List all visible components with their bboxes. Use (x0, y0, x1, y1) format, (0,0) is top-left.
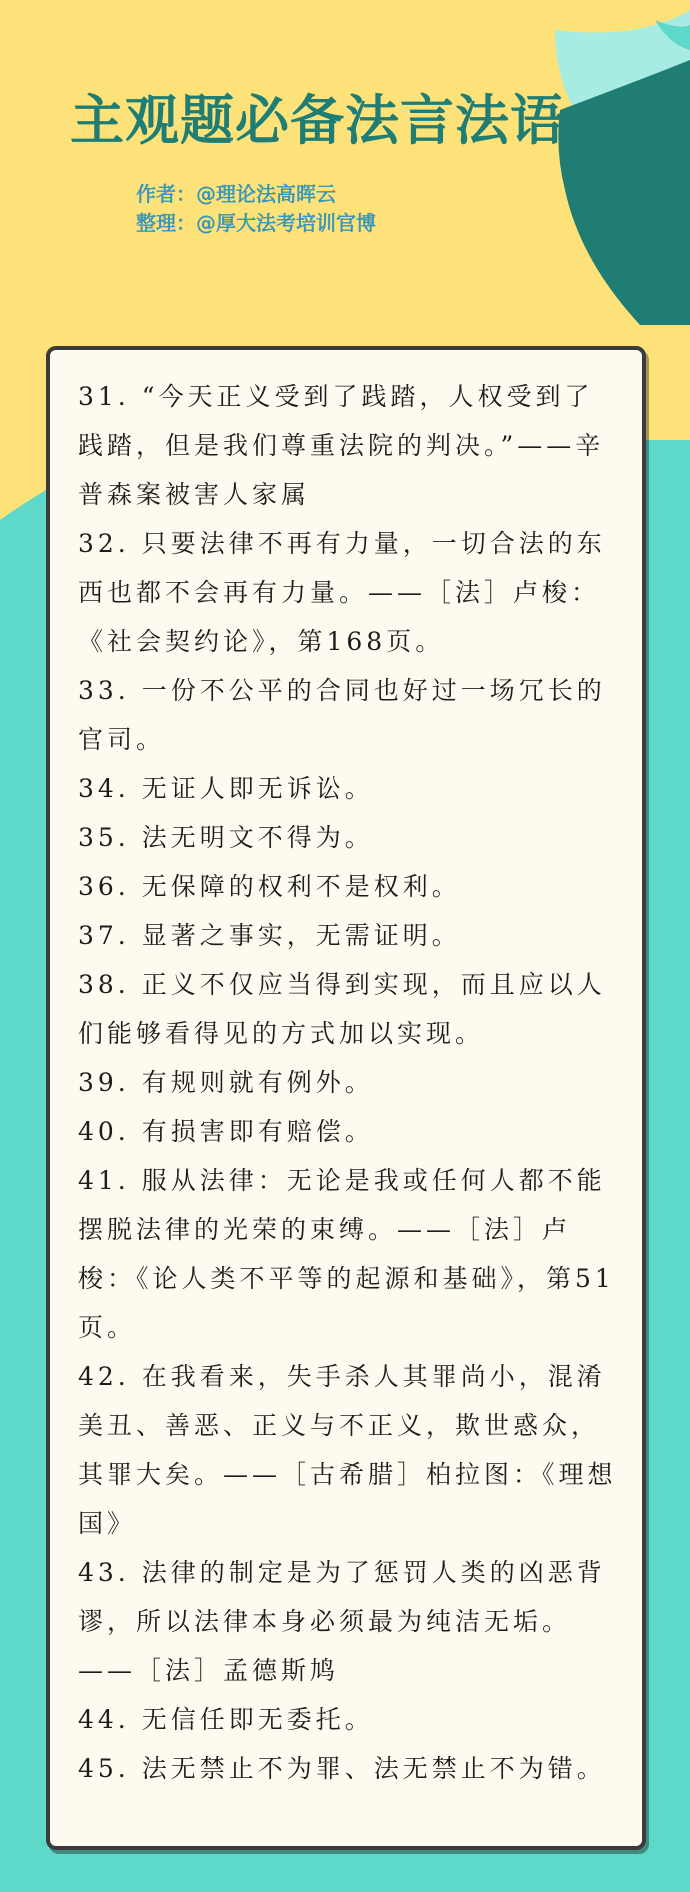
page-title: 主观题必备法言法语 (70, 89, 565, 152)
quote-item-38: 38. 正义不仅应当得到实现，而且应以人们能够看得见的方式加以实现。 (78, 970, 606, 1048)
quote-item-35: 35. 法无明文不得为。 (78, 823, 374, 852)
quote-item-41: 41. 服从法律：无论是我或任何人都不能摆脱法律的光荣的束缚。——［法］卢梭：《论人类不平等的起源和基础》，第51页。 (78, 1166, 615, 1342)
editor-credit: 整理：@厚大法考培训官博 (136, 211, 376, 235)
quote-item-43: 43. 法律的制定是为了惩罚人类的凶恶背谬，所以法律本身必须最为纯洁无垢。——［法］孟德斯鸠 (78, 1558, 606, 1685)
quote-item-44: 44. 无信任即无委托。 (78, 1705, 374, 1734)
quote-item-34: 34. 无证人即无诉讼。 (78, 774, 374, 803)
quote-item-36: 36. 无保障的权利不是权利。 (78, 872, 461, 901)
quote-item-33: 33. 一份不公平的合同也好过一场冗长的官司。 (78, 676, 606, 754)
quotes-card (46, 346, 646, 1850)
quote-item-45: 45. 法无禁止不为罪、法无禁止不为错。 (78, 1754, 606, 1783)
author-credit: 作者：@理论法高晖云 (136, 182, 336, 206)
quote-item-37: 37. 显著之事实，无需证明。 (78, 921, 461, 950)
quote-list (78, 372, 620, 1793)
quote-item-42: 42. 在我看来，失手杀人其罪尚小，混淆美丑、善恶、正义与不正义，欺世惑众，其罪大矣。——［古希腊］柏拉图：《理想国》 (78, 1362, 617, 1538)
quote-item-40: 40. 有损害即有赔偿。 (78, 1117, 374, 1146)
quote-item-39: 39. 有规则就有例外。 (78, 1068, 374, 1097)
quote-item-31: 31. “今天正义受到了践踏，人权受到了践踏，但是我们尊重法院的判决。”——辛普森案被害人家属 (78, 382, 605, 509)
quote-item-32: 32. 只要法律不再有力量，一切合法的东西也都不会再有力量。——［法］卢梭：《社会契约论》，第168页。 (78, 529, 606, 656)
